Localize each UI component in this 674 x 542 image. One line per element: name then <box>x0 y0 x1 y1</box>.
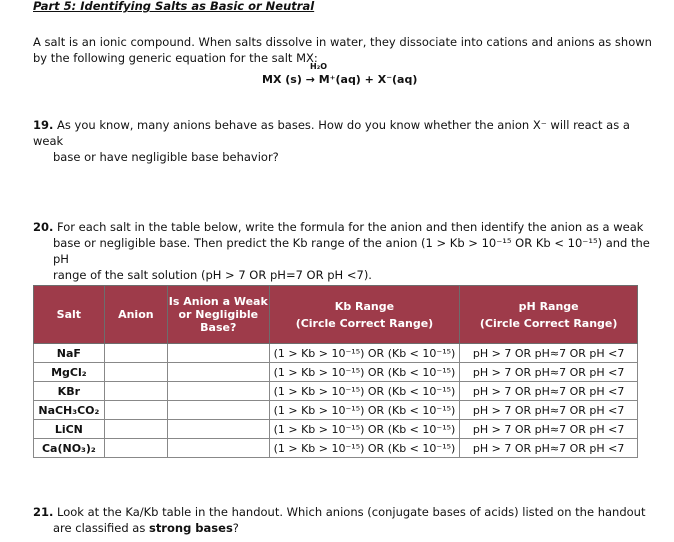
anion-cell[interactable] <box>104 401 167 420</box>
table-row <box>34 363 638 382</box>
kb-range-cell[interactable]: (1 > Kb > 10⁻¹⁵) OR (Kb < 10⁻¹⁵) <box>269 344 460 363</box>
salt-cell: MgCl₂ <box>34 363 105 382</box>
equation-solvent: H₂O <box>310 62 327 71</box>
q19-line1: As you know, many anions behave as bases. How do you know whether the anion X⁻ will react as a weak <box>33 118 630 148</box>
weak-negligible-cell[interactable] <box>167 363 269 382</box>
header-ph-range <box>460 286 638 344</box>
equation-text: MX (s) → M⁺(aq) + X⁻(aq) <box>262 73 418 86</box>
anion-cell[interactable] <box>104 344 167 363</box>
header-weak-line3: Base? <box>200 321 237 334</box>
ph-range-cell[interactable]: pH > 7 OR pH≈7 OR pH <7 <box>460 382 638 401</box>
salt-table <box>33 285 638 458</box>
ph-range-cell[interactable]: pH > 7 OR pH≈7 OR pH <7 <box>460 439 638 458</box>
header-kb-line2: (Circle Correct Range) <box>295 316 434 330</box>
anion-cell[interactable] <box>104 420 167 439</box>
header-weak-line1: Is Anion a Weak <box>168 295 268 308</box>
q21-line1: Look at the Ka/Kb table in the handout. Which anions (conjugate bases of acids) listed on the handout <box>57 505 646 519</box>
q21-strong-bases: strong bases <box>148 521 233 535</box>
q21-line2-prefix: are classified as <box>53 521 149 535</box>
table-row <box>34 401 638 420</box>
weak-negligible-cell[interactable] <box>167 420 269 439</box>
table-row <box>34 382 638 401</box>
q20-line3: range of the salt solution (pH > 7 OR pH=7 OR pH <7). <box>53 268 372 282</box>
table-row <box>34 439 638 458</box>
salt-cell: NaF <box>34 344 105 363</box>
dissociation-equation <box>262 62 418 86</box>
weak-negligible-cell[interactable] <box>167 344 269 363</box>
kb-range-cell[interactable]: (1 > Kb > 10⁻¹⁵) OR (Kb < 10⁻¹⁵) <box>269 439 460 458</box>
salt-cell: KBr <box>34 382 105 401</box>
ph-range-cell[interactable]: pH > 7 OR pH≈7 OR pH <7 <box>460 344 638 363</box>
table-row <box>34 420 638 439</box>
kb-range-cell[interactable]: (1 > Kb > 10⁻¹⁵) OR (Kb < 10⁻¹⁵) <box>269 401 460 420</box>
kb-range-cell[interactable]: (1 > Kb > 10⁻¹⁵) OR (Kb < 10⁻¹⁵) <box>269 363 460 382</box>
header-salt: Salt <box>34 286 105 344</box>
header-ph-line1: pH Range <box>518 299 579 313</box>
q20-line2: base or negligible base. Then predict the Kb range of the anion (1 > Kb > 10⁻¹⁵ OR Kb < 10⁻¹⁵) and the pH <box>53 236 650 266</box>
kb-range-cell[interactable]: (1 > Kb > 10⁻¹⁵) OR (Kb < 10⁻¹⁵) <box>269 382 460 401</box>
q20-line1: For each salt in the table below, write the formula for the anion and then identify the anion as a weak <box>57 220 644 234</box>
weak-negligible-cell[interactable] <box>167 401 269 420</box>
anion-cell[interactable] <box>104 382 167 401</box>
header-ph-line2: (Circle Correct Range) <box>479 316 618 330</box>
q19-line2: base or have negligible base behavior? <box>53 150 279 164</box>
q20-number: 20. <box>33 220 54 234</box>
salt-cell: Ca(NO₃)₂ <box>34 439 105 458</box>
question-21 <box>33 504 653 536</box>
header-weak-or-negligible <box>167 286 269 344</box>
salt-cell: LiCN <box>34 420 105 439</box>
q21-line2-suffix: ? <box>232 521 239 535</box>
intro-paragraph: A salt is an ionic compound. When salts dissolve in water, they dissociate into cations and anions as shown by the following generic equation for the salt MX: <box>33 35 652 65</box>
table-row <box>34 344 638 363</box>
section-title: Part 5: Identifying Salts as Basic or Neutral <box>33 0 315 13</box>
anion-cell[interactable] <box>104 439 167 458</box>
question-19 <box>33 117 653 165</box>
header-kb-line1: Kb Range <box>334 299 395 313</box>
ph-range-cell[interactable]: pH > 7 OR pH≈7 OR pH <7 <box>460 420 638 439</box>
question-20 <box>33 219 653 283</box>
q21-number: 21. <box>33 505 54 519</box>
header-kb-range <box>269 286 460 344</box>
kb-range-cell[interactable]: (1 > Kb > 10⁻¹⁵) OR (Kb < 10⁻¹⁵) <box>269 420 460 439</box>
anion-cell[interactable] <box>104 363 167 382</box>
salt-cell: NaCH₃CO₂ <box>34 401 105 420</box>
table-header-row <box>34 286 638 344</box>
q19-number: 19. <box>33 118 54 132</box>
header-anion: Anion <box>104 286 167 344</box>
weak-negligible-cell[interactable] <box>167 382 269 401</box>
ph-range-cell[interactable]: pH > 7 OR pH≈7 OR pH <7 <box>460 401 638 420</box>
header-weak-line2: or Negligible <box>178 308 259 321</box>
ph-range-cell[interactable]: pH > 7 OR pH≈7 OR pH <7 <box>460 363 638 382</box>
weak-negligible-cell[interactable] <box>167 439 269 458</box>
q21-line2 <box>33 520 653 536</box>
